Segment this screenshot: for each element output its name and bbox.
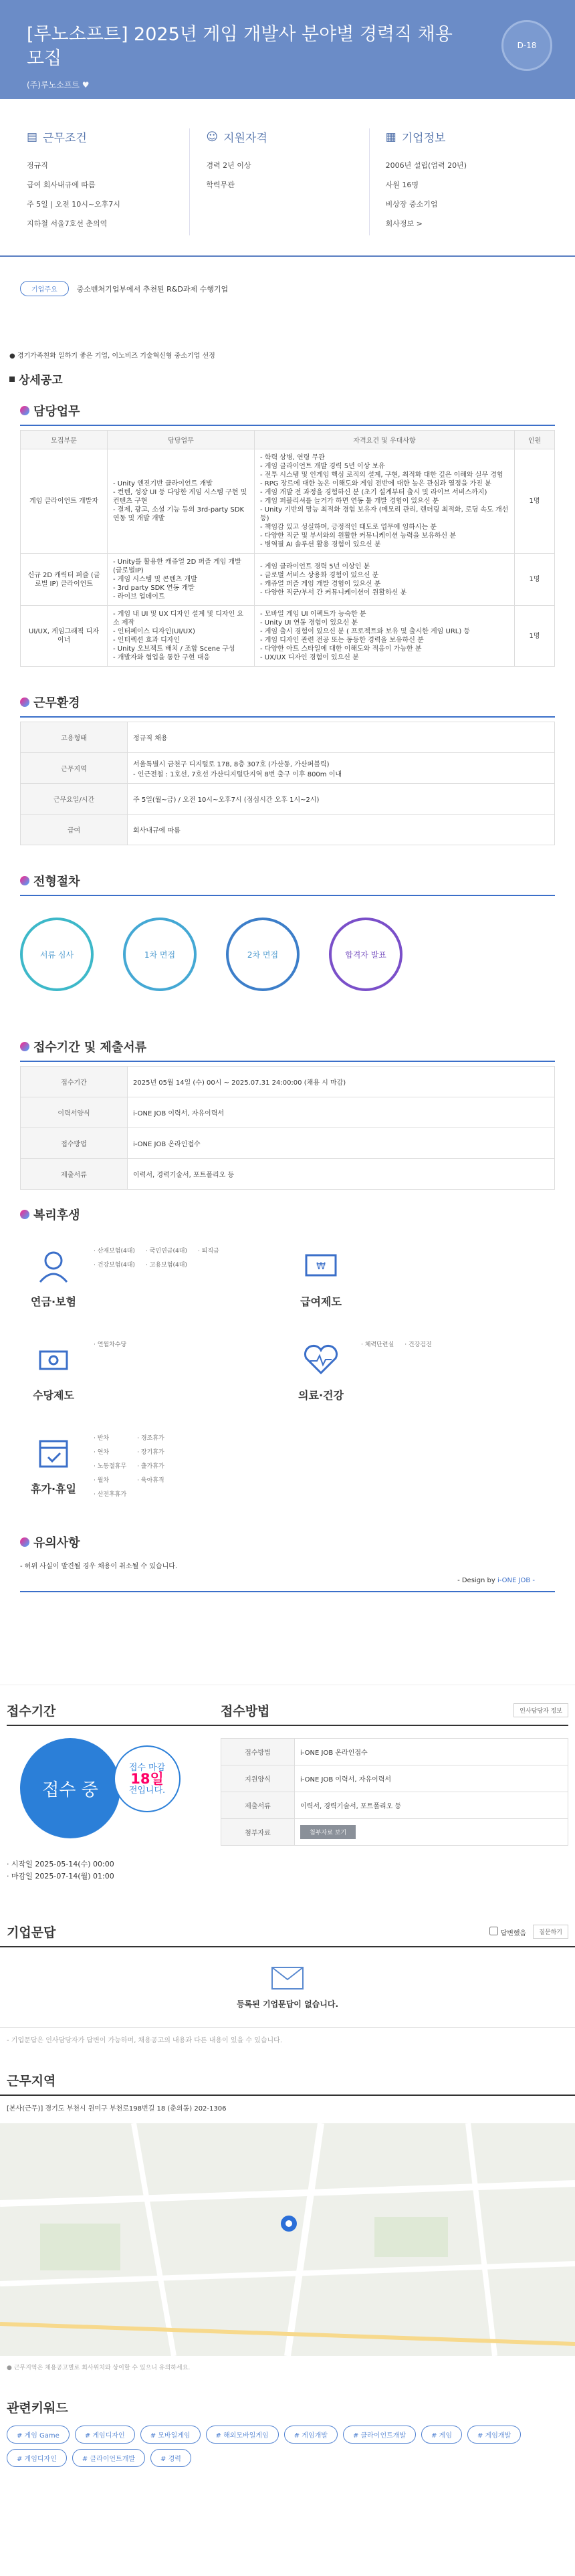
allowance-icon [33,1339,74,1382]
duty-cell-task: - Unity 엔진기반 클라이언트 개발 - 컨텐, 성장 UI 등 다양한 게임 시스템 구현 및 컨텐츠 구현 - 결제, 광고, 소셜 기능 등의 3rd-party SDK 연동 및 개발 개발 [108,449,255,554]
step-4: 합격자 발표 [329,918,402,991]
welfare-item: · 출가휴가 [137,1463,164,1470]
mail-icon [271,1965,304,1992]
welfare-item: · 월차 [94,1477,110,1484]
welfare-item: · 고용보험(4대) [145,1262,187,1269]
keyword-tag[interactable]: # 클라이언트개발 [72,2449,145,2467]
pension-icon [33,1246,74,1288]
welfare-item: · 연월차수당 [94,1341,127,1348]
attachment-button[interactable]: 첨부자료 보기 [300,1825,356,1839]
work-conditions: ▤ 근무조건 정규직 급여 회사내규에 따름 주 5일 | 오전 10시~오후7시 지하철 서울7호선 춘의역 [27,130,120,228]
qa-section [0,1883,575,2071]
table-row: 근무요일/시간 주 5일(월~금) / 오전 10시~오후7시 (점심시간 오후 1시~2시) [21,784,555,815]
ask-button[interactable]: 질문하기 [533,1925,568,1939]
qa-title: 기업문답 [7,1925,56,1940]
salary-icon [301,1246,341,1288]
table-row: 지원양식 i-ONE JOB 이력서, 자유이력서 [221,1765,568,1792]
keyword-tag[interactable]: # 클라이언트개발 [343,2426,416,2444]
company-name[interactable]: (주)루노소프트 ♥ [27,80,90,90]
answered-checkbox[interactable]: 답변했음 [489,1927,526,1937]
period-table [20,1066,555,1190]
duty-cell-dept: 신규 2D 캐릭터 퍼즐 (글로벌 IP) 클라이언트 [21,554,108,606]
apply-section [0,1685,575,1883]
keyword-tag[interactable]: # 게임디자인 [7,2449,67,2467]
keyword-tag[interactable]: # 게임개발 [284,2426,338,2444]
apply-method-title: 접수방법 [221,1704,270,1719]
status-badge: 접수 중 [20,1738,120,1838]
deadline-badge: 접수 마감 18일 전입니다. [114,1745,181,1812]
keywords-section [0,2378,575,2487]
table-row: 제출서류 이력서, 경력기술서, 포트폴리오 등 [21,1159,555,1190]
heart-icon[interactable]: ♥ [82,80,90,90]
step-2: 1차 면접 [123,918,197,991]
map-title: 근무지역 [0,2071,575,2096]
method-table [221,1738,568,1846]
company-info: ▦ 기업정보 2006년 설립(업력 20년) 사원 16명 비상장 중소기업 회사정보 > [369,128,542,235]
process-steps [0,900,575,1007]
svg-text:₩: ₩ [316,1261,326,1272]
welfare-item: · 산전후휴가 [94,1491,127,1498]
keyword-tag[interactable]: # 경력 [150,2449,191,2467]
person-icon: ☺ [206,130,219,144]
period-title: 접수기간 및 제출서류 [20,1038,555,1062]
welfare-block: ₩ 급여제도 [288,1246,555,1339]
tag-text: 중소벤처기업부에서 추천된 R&D과제 수행기업 [76,284,229,294]
welfare-item: · 건강보험(4대) [94,1262,135,1269]
apply-dates: · 시작일 2025-05-14(수) 00:00 · 마감일 2025-07-14(월) 01:00 [7,1860,114,1881]
duty-cell-task: - 게임 내 UI 및 UX 디자인 설계 및 디자인 요소 제작 - 인터페이스 디자인(UI/UX) - 인터렉션 효과 디자인 - Unity 오브젝트 배치 / 조합 Scene 구성 - 개발자와 협업을 통한 구현 대응 [108,606,255,667]
table-row: 이력서양식 i-ONE JOB 이력서, 자유이력서 [21,1097,555,1128]
job-title: [루노소프트] 2025년 게임 개발사 분야별 경력직 채용 모집 [27,24,453,69]
welfare-block: 수당제도 · 연월차수당 [20,1339,288,1433]
map-view[interactable] [0,2123,575,2356]
qa-hint: - 기업문답은 인사담당자가 답변이 가능하며, 채용공고의 내용과 다른 내용이 있을 수 있습니다. [7,2037,283,2044]
table-row: 급여 회사내규에 따름 [21,815,555,845]
table-row [21,449,555,554]
keywords-title: 관련키워드 [7,2401,68,2416]
step-1: 서류 심사 [20,918,94,991]
welfare-block: 연금·보험 · 산재보험(4대) · 건강보험(4대) · 국민연금(4대) · 고용보험(4대) · 퇴직금 [20,1246,288,1339]
table-row: 접수기간 2025년 05월 14일 (수) 00시 ~ 2025.07.31 24:00:00 (채용 시 마감) [21,1067,555,1097]
qualifications: ☺ 지원자격 경력 2년 이상 학력무관 [189,128,362,235]
document-icon: ▤ [27,130,38,144]
caution-title: 유의사항 [20,1533,555,1556]
welfare-grid [0,1232,575,1527]
table-row [21,554,555,606]
welfare-item: · 국민연금(4대) [145,1248,187,1255]
welfare-item: · 경조휴가 [137,1435,164,1442]
bullet-icon [20,406,29,415]
keyword-tag[interactable]: # 게임개발 [467,2426,521,2444]
table-row: 접수방법 i-ONE JOB 온라인접수 [221,1739,568,1765]
welfare-item: · 건강검진 [405,1341,432,1348]
caution-text: - 허위 사실이 발견될 경우 채용이 취소될 수 있습니다. [20,1563,178,1570]
duty-cell-dept: UI/UX, 게임그래픽 디자이너 [21,606,108,667]
duty-title: 담당업무 [20,402,555,426]
keyword-tag[interactable]: # 모바일게임 [140,2426,201,2444]
tagline [0,257,575,306]
welfare-item: · 장기휴가 [137,1449,164,1456]
map-section [0,2071,575,2378]
apply-period-title: 접수기간 [7,1701,221,1726]
duty-cell-count: 1명 [515,606,555,667]
welfare-item: · 연차 [94,1449,110,1456]
certification-note: ● 경기가족친화 일하기 좋은 기업, 이노비즈 기술혁신형 중소기업 선정 [9,352,215,360]
duty-cell-req: - 모바일 게임 UI 이펙트가 능숙한 분 - Unity UI 연동 경험이 있으신 분 - 게임 출시 경험이 있으신 분 ( 프로젝트와 보유 및 출시한 게임 URL) 등 - 게임 디자인 관련 전공 또는 동등한 경력을 보유하신 분 - 다양한 아트 스타일에 대한 이해도와 적응이 가능한 분 - UX/UX 디자인 경험이 있으신 분 [255,606,515,667]
table-row: 제출서류 이력서, 경력기술서, 포트폴리오 등 [221,1792,568,1819]
welfare-item: · 반차 [94,1435,110,1442]
env-table [20,722,555,845]
table-row: 접수방법 i-ONE JOB 온라인접수 [21,1128,555,1159]
table-row: 근무지역 서울특별시 금천구 디지털로 178, 8층 307호 (가산동, 가산퍼블릭) - 인근전철 : 1호선, 7호선 가산디지털단지역 8번 출구 이후 800m 이내 [21,753,555,784]
welfare-item: · 노동절휴무 [94,1463,127,1470]
welfare-item: · 산재보험(4대) [94,1248,135,1255]
dday-badge: D-18 [501,20,552,71]
detail-section-title: 상세공고 [0,370,575,387]
env-title: 근무환경 [20,693,555,718]
job-header [0,0,575,99]
map-graphic [0,2123,575,2356]
map-address: [본사(근무)] 경기도 부천시 원미구 부천로198번길 18 (춘의동) 202-1306 [7,2105,227,2113]
tag-pill: 기업주요 [20,281,69,296]
welfare-block: 휴가·휴일 · 반차 · 연차 · 노동절휴무 · 월차 · 산전후휴가 · 경조휴가 · 장기휴가 · 출가휴가 · 육아휴직 [20,1433,288,1527]
keyword-tag[interactable]: # 게임 [421,2426,462,2444]
design-credit: - Design by i-ONE JOB - [20,1570,555,1592]
company-info-link[interactable]: 회사정보 > [385,219,423,228]
hr-info-button[interactable]: 인사담당자 정보 [513,1703,568,1717]
welfare-item: · 체력단련실 [361,1341,394,1348]
summary-panel [0,99,575,257]
keyword-tag[interactable]: # 게임디자인 [75,2426,135,2444]
duty-cell-task: - Unity를 활용한 캐쥬얼 2D 퍼즐 게임 개발 (글로벌IP) - 게임 시스템 및 콘텐츠 개발 - 3rd party SDK 연동 개발 - 라이브 업데이트 [108,554,255,606]
holiday-icon [33,1433,74,1475]
welfare-title: 복리후생 [20,1206,555,1228]
table-row [21,606,555,667]
duty-cell-req: - 게임 클라이언트 경력 5년 이상인 분 - 글로벌 서비스 상용화 경험이 있으신 분 - 캐쥬얼 퍼즐 게임 개발 경험이 있으신 분 - 다양한 직군/부서 간 커뮤니케이션이 원활하신 분 [255,554,515,606]
duty-cell-count: 1명 [515,449,555,554]
welfare-block: 의료·건강 · 체력단련실 · 건강검진 [288,1339,555,1433]
table-row: 첨부자료 첨부자료 보기 [221,1819,568,1846]
building-icon: ▦ [385,130,396,144]
qa-empty: 등록된 기업문답이 없습니다. [0,1947,575,2028]
welfare-item: · 퇴직금 [197,1248,219,1255]
welfare-item: · 육아휴직 [137,1477,164,1484]
duty-cell-req: - 학력 상병, 연령 무관 - 게임 클라이언트 개발 경력 5년 이상 보유 - 전투 시스템 및 인게임 핵심 로직의 설계, 구현, 최적화 대한 깊은 이해와 실무 경험 - RPG 장르에 대한 높은 이해도와 게임 전반에 대한 높은 관심과 열정을 가진 분 - 게임 개발 전 과정을 경험하신 분 (초기 설계부터 출시 및 라이브 서비스까지) - 게임 퍼블리셔를 늘거가 하면 연동 툴 개발 경험이 있으신 분 - Unity 기반의 망능 최적화 경험 보유자 (메모리 관리, 렌더링 최적화, 로딩 속도 개선 등) - 책임감 있고 성실하며, 긍정적인 태도로 업무에 임하시는 분 - 다양한 직군 및 부서와의 원활한 커뮤니케이션 능력을 보유하신 분 - 병역필 AI 솔루션 활용 경험이 있으신 분 [255,449,515,554]
duty-cell-count: 1명 [515,554,555,606]
map-note: ● 근무지역은 채용공고별로 회사위치와 상이할 수 있으니 유의하세요. [7,2365,191,2371]
table-row: 고용형태 정규직 채용 [21,722,555,753]
duty-cell-dept: 게임 클라이언트 개발자 [21,449,108,554]
process-title: 전형절차 [20,872,555,896]
duty-table: 모집부문 담당업무 자격요건 및 우대사항 인원 게임 클라이언트 개발자 - Unity 엔진기반 클라이언트 개발 - 컨텐, 성장 UI 등 다양한 게임 시스템 구현 및 컨텐츠 구현 - 결제, 광고, 소셜 기능 등의 3rd-party SDK 연동 및 개발 개발 - 학력 상병, 연령 무관 - 게임 클라이언트 개발 경력 5년 이상 보유 - 전투 시스템 및 인게임 핵심 로직의 설계, 구현, 최적화 대한 깊은 이해와 실무 경험 - RPG 장르에 대한 높은 이해도와 게임 전반에 대한 높은 관심과 열정을 가진 분 - 게임 개발 전 과정을 경험하신 분 (초기 설계부터 출시 및 라이브 서비스까지) - 게임 퍼블리셔를 늘거가 하면 연동 툴 개발 경험이 있으신 분 - Unity 기반의 망능 최적화 경험 보유자 (메모리 관리, 렌더링 최적화, 로딩 속도 개선 등) - 책임감 있고 성실하며, 긍정적인 태도로 업무에 임하시는 분 - 다양한 직군 및 부서와의 원활한 커뮤니케이션 능력을 보유하신 분 - 병역필 AI 솔루션 활용 경험이 있으신 분 1명 신규 2D 캐릭터 퍼즐 (글로벌 IP) 클라이언트 - Unity를 활용한 캐쥬얼 2D 퍼즐 게임 개발 (글로벌IP) - 게임 시스템 및 콘텐츠 개발 - 3rd party SDK 연동 개발 - 라이브 업데이트 - 게임 클라이언트 경력 5년 이상인 분 - 글로벌 서비스 상용화 경험이 있으신 분 - 캐쥬얼 퍼즐 게임 개발 경험이 있으신 분 - 다양한 직군/부서 간 커뮤니케이션이 원활하신 분 1명 UI/UX, 게임그래픽 디자이너 - 게임 내 UI 및 UX 디자인 설계 및 디자인 요소 제작 - 인터페이스 디자인(UI/UX) - 인터렉션 효과 디자인 - Unity 오브젝트 배치 / 조합 Scene 구성 - 개발자와 협업을 통한 구현 대응 - 모바일 게임 UI 이펙트가 능숙한 분 - Unity UI 연동 경험이 있으신 분 - 게임 출시 경험이 있으신 분 ( 프로젝트와 보유 및 출시한 게임 URL) 등 - 게임 디자인 관련 전공 또는 동등한 경력을 보유하신 분 - 다양한 아트 스타일에 대한 이해도와 적응이 가능한 분 - UX/UX 디자인 경험이 있으신 분 1명 [20,430,555,667]
step-3: 2차 면접 [226,918,300,991]
keyword-tag[interactable]: # 게임 Game [7,2426,70,2444]
keyword-tag[interactable]: # 해외모바일게임 [206,2426,279,2444]
health-icon [301,1339,341,1382]
